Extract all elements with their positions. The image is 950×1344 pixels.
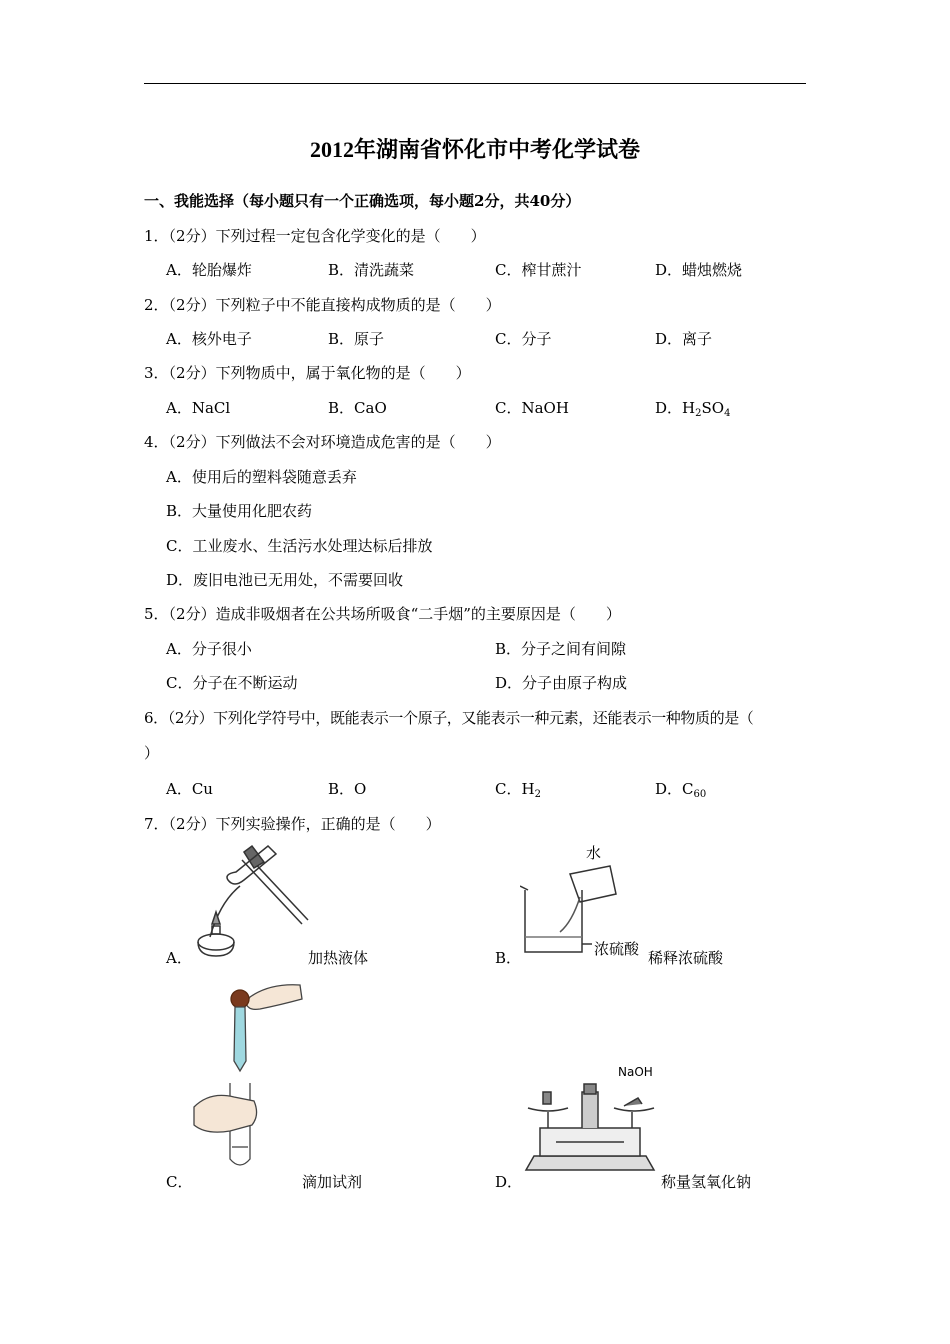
- question-1-stem: 1．（2分）下列过程一定包含化学变化的是（ ）: [144, 227, 486, 245]
- water-label: 水: [586, 844, 602, 862]
- page-title: 2012年湖南省怀化市中考化学试卷: [309, 137, 640, 162]
- question-7-option-d: D．: [495, 1173, 523, 1191]
- hand-top: [246, 985, 302, 1010]
- question-6-option-b: B．O: [328, 780, 367, 798]
- question-4-option-d: D．废旧电池已无用处，不需要回收: [166, 571, 404, 589]
- question-3-option-a: A．NaCl: [166, 399, 231, 417]
- question-4-option-a: A．使用后的塑料袋随意丢弃: [166, 468, 357, 486]
- naoh-sample: [624, 1098, 642, 1106]
- weight: [543, 1092, 551, 1104]
- question-5-stem: 5．（2分）造成非吸烟者在公共场所吸食“二手烟”的主要原因是（ ）: [144, 605, 621, 623]
- water-cup: [570, 866, 616, 902]
- question-5-option-c: C．分子在不断运动: [166, 674, 298, 692]
- question-5-option-a: A．分子很小: [166, 640, 252, 658]
- question-1-option-b: B．清洗蔬菜: [328, 261, 415, 279]
- question-4-option-c: C．工业废水、生活污水处理达标后排放: [166, 537, 433, 555]
- question-2-option-c: C．分子: [495, 330, 552, 348]
- naoh-label: NaOH: [618, 1065, 653, 1079]
- figure-weighing-naoh: [520, 1062, 660, 1174]
- dropper-tube: [234, 1007, 246, 1071]
- dropper-bulb: [231, 990, 249, 1008]
- balance-base: [526, 1156, 654, 1170]
- question-3-option-d: D．$H_2SO_4$: [655, 399, 731, 419]
- question-2-option-d: D．离子: [655, 330, 713, 348]
- question-6-option-c: C．$H_2$: [495, 780, 541, 800]
- section-heading: 一、我能选择（每小题只有一个正确选项，每小题2分，共40分）: [144, 192, 581, 210]
- question-5-option-b: B．分子之间有间隙: [495, 640, 627, 658]
- question-7-caption-b: 稀释浓硫酸: [648, 949, 724, 967]
- question-7-caption-d: 称量氢氧化钠: [661, 1173, 752, 1191]
- question-3-option-b: B．CaO: [328, 399, 387, 417]
- question-1-option-a: A．轮胎爆炸: [166, 261, 252, 279]
- beaker: [525, 890, 582, 952]
- question-7-stem: 7．（2分）下列实验操作，正确的是（ ）: [144, 815, 441, 833]
- question-6-option-d: D．$C_{60}$: [655, 780, 707, 800]
- question-7-option-c: C．: [166, 1173, 193, 1191]
- question-2-option-a: A．核外电子: [166, 330, 252, 348]
- question-4-stem: 4．（2分）下列做法不会对环境造成危害的是（ ）: [144, 433, 501, 451]
- question-3-stem: 3．（2分）下列物质中，属于氧化物的是（ ）: [144, 364, 471, 382]
- question-7-caption-c: 滴加试剂: [302, 1173, 363, 1191]
- question-6-stem: 6．（2分）下列化学符号中，既能表示一个原子，又能表示一种元素，还能表示一种物质的是（: [144, 709, 754, 727]
- hand-bottom: [194, 1095, 257, 1132]
- question-6-option-a: A．Cu: [166, 780, 213, 798]
- alcohol-lamp: [198, 934, 234, 950]
- question-2-option-b: B．原子: [328, 330, 385, 348]
- test-tube-holder: [242, 860, 302, 924]
- question-3-option-c: C．NaOH: [495, 399, 569, 417]
- question-7-option-b: B．: [495, 949, 522, 967]
- question-6-stem-continuation: ）: [144, 744, 160, 762]
- figure-dilute-acid: [520, 842, 650, 962]
- question-7-option-a: A．: [166, 949, 192, 967]
- question-1-option-d: D．蜡烛燃烧: [655, 261, 743, 279]
- figure-dropping-reagent: [190, 975, 305, 1175]
- question-7-caption-a: 加热液体: [308, 949, 369, 967]
- question-2-stem: 2．（2分）下列粒子中不能直接构成物质的是（ ）: [144, 296, 501, 314]
- question-1-option-c: C．榨甘蔗汁: [495, 261, 582, 279]
- figure-heating-liquid: [190, 842, 310, 962]
- header-rule: [144, 83, 806, 84]
- acid-label: 浓硫酸: [594, 940, 640, 958]
- question-5-option-d: D．分子由原子构成: [495, 674, 628, 692]
- question-4-option-b: B．大量使用化肥农药: [166, 502, 313, 520]
